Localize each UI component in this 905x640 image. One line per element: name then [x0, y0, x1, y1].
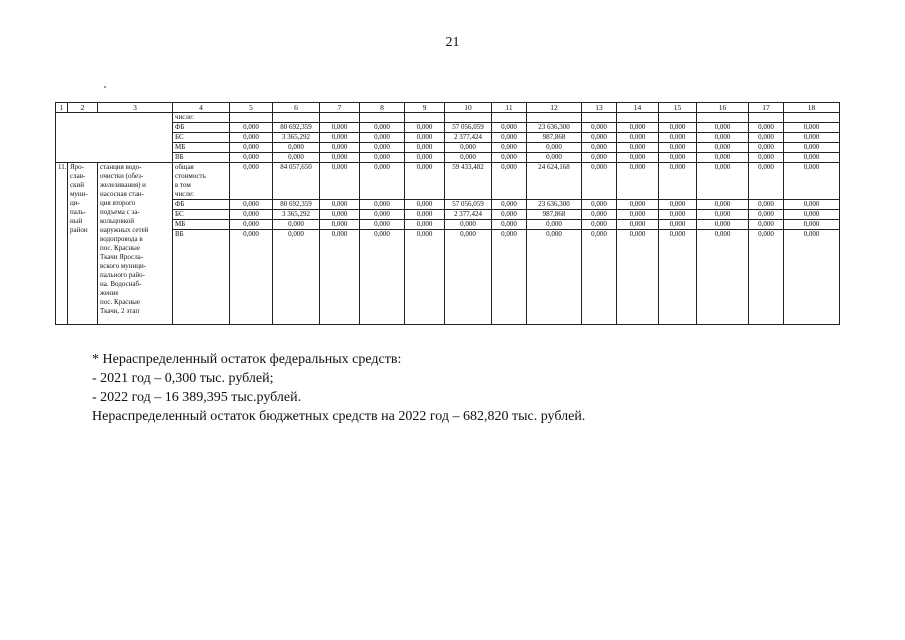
entry-value: 0,000 — [749, 200, 784, 210]
entry-value: 0,000 — [617, 220, 659, 230]
cell-empty — [360, 113, 405, 123]
continuation-value: 0,000 — [659, 133, 697, 143]
entry-total-value: 24 624,168 — [527, 163, 582, 200]
entry-value: 0,000 — [582, 230, 617, 325]
continuation-value: 0,000 — [405, 133, 445, 143]
entry-value: 0,000 — [230, 230, 273, 325]
note-budget-remainder: Нераспределенный остаток бюджетных средств на 2022 год – 682,820 тыс. рублей. — [92, 409, 586, 424]
entry-value: 0,000 — [445, 220, 492, 230]
column-header-17: 17 — [749, 103, 784, 113]
note-2021: - 2021 год – 0,300 тыс. рублей; — [92, 371, 274, 386]
table-row — [56, 200, 840, 210]
continuation-value: 0,000 — [617, 143, 659, 153]
continuation-source: ВБ — [173, 153, 230, 163]
cell-empty — [405, 113, 445, 123]
continuation-source: ФБ — [173, 123, 230, 133]
continuation-value: 0,000 — [784, 143, 840, 153]
entry-value: 0,000 — [445, 230, 492, 325]
continuation-value: 0,000 — [749, 143, 784, 153]
cell-empty — [582, 113, 617, 123]
column-header-9: 9 — [405, 103, 445, 113]
continuation-value: 0,000 — [360, 133, 405, 143]
entry-value: 0,000 — [405, 230, 445, 325]
column-header-8: 8 — [360, 103, 405, 113]
continuation-value: 23 636,300 — [527, 123, 582, 133]
continuation-value: 0,000 — [659, 143, 697, 153]
continuation-value: 0,000 — [659, 123, 697, 133]
budget-table — [55, 102, 840, 325]
continuation-value: 0,000 — [320, 123, 360, 133]
scan-dot — [104, 86, 106, 88]
continuation-value: 0,000 — [405, 123, 445, 133]
continuation-value: 2 377,424 — [445, 133, 492, 143]
entry-value: 0,000 — [320, 230, 360, 325]
entry-value: 0,000 — [230, 210, 273, 220]
entry-value: 0,000 — [492, 210, 527, 220]
continuation-value: 0,000 — [230, 133, 273, 143]
entry-value: 0,000 — [320, 210, 360, 220]
entry-total-value: 0,000 — [405, 163, 445, 200]
entry-value: 0,000 — [492, 220, 527, 230]
entry-value: 0,000 — [527, 220, 582, 230]
entry-value: 0,000 — [659, 200, 697, 210]
continuation-value: 0,000 — [617, 133, 659, 143]
table-row — [56, 113, 840, 123]
continuation-value: 0,000 — [582, 143, 617, 153]
entry-value: 0,000 — [230, 200, 273, 210]
continuation-value: 0,000 — [492, 133, 527, 143]
continuation-value: 0,000 — [320, 133, 360, 143]
continuation-value: 0,000 — [749, 153, 784, 163]
note-federal-remainder: * Нераспределенный остаток федеральных средств: — [92, 352, 402, 367]
continuation-value: 0,000 — [405, 143, 445, 153]
continuation-label: числе: — [173, 113, 230, 123]
continuation-value: 0,000 — [784, 123, 840, 133]
continuation-value: 0,000 — [527, 153, 582, 163]
entry-value: 0,000 — [405, 200, 445, 210]
continuation-value: 0,000 — [320, 143, 360, 153]
entry-value: 0,000 — [360, 210, 405, 220]
continuation-value: 0,000 — [360, 153, 405, 163]
entry-value: 0,000 — [360, 200, 405, 210]
entry-value: 0,000 — [617, 200, 659, 210]
entry-value: 0,000 — [405, 220, 445, 230]
continuation-value: 987,868 — [527, 133, 582, 143]
table-row — [56, 143, 840, 153]
table-row — [56, 220, 840, 230]
continuation-value: 57 056,059 — [445, 123, 492, 133]
entry-value: 0,000 — [405, 210, 445, 220]
continuation-value: 0,000 — [320, 153, 360, 163]
continuation-value: 0,000 — [697, 133, 749, 143]
entry-value: 0,000 — [784, 220, 840, 230]
entry-value: 0,000 — [784, 230, 840, 325]
column-header-6: 6 — [273, 103, 320, 113]
continuation-value: 0,000 — [749, 133, 784, 143]
continuation-value: 0,000 — [582, 133, 617, 143]
column-header-7: 7 — [320, 103, 360, 113]
note-2022: - 2022 год – 16 389,395 тыс.рублей. — [92, 390, 302, 405]
entry-total-label: общая стоимость в том числе: — [173, 163, 230, 200]
column-header-16: 16 — [697, 103, 749, 113]
entry-value: 0,000 — [697, 220, 749, 230]
column-header-12: 12 — [527, 103, 582, 113]
entry-value: 0,000 — [697, 210, 749, 220]
continuation-value: 0,000 — [230, 143, 273, 153]
page-number: 21 — [445, 35, 460, 50]
entry-value: 0,000 — [492, 200, 527, 210]
entry-value: 0,000 — [273, 230, 320, 325]
entry-value: 0,000 — [659, 220, 697, 230]
column-header-18: 18 — [784, 103, 840, 113]
cell-empty — [784, 113, 840, 123]
entry-value: 0,000 — [784, 210, 840, 220]
cell-empty — [273, 113, 320, 123]
continuation-value: 0,000 — [445, 143, 492, 153]
column-header-1: 1 — [56, 103, 68, 113]
continuation-source: МБ — [173, 143, 230, 153]
entry-total-value: 0,000 — [230, 163, 273, 200]
entry-value: 0,000 — [582, 220, 617, 230]
entry-source: ФБ — [173, 200, 230, 210]
entry-source: БС — [173, 210, 230, 220]
entry-value: 0,000 — [697, 200, 749, 210]
continuation-value: 0,000 — [617, 153, 659, 163]
continuation-value: 0,000 — [784, 153, 840, 163]
continuation-value: 0,000 — [445, 153, 492, 163]
entry-object: станция водо- очистки (обез- железивания) и насосная стан- ция второго подъема с за- кольцовкой наружных сетей водопровода в пос. Красные Ткачи Яросла- вского муници- пального райо- на. Водоснаб- жение пос. Красные Ткачи, 2 этап — [98, 163, 173, 325]
entry-value: 0,000 — [582, 200, 617, 210]
cell-empty — [320, 113, 360, 123]
column-header-5: 5 — [230, 103, 273, 113]
entry-total-value: 0,000 — [492, 163, 527, 200]
continuation-value: 0,000 — [697, 123, 749, 133]
budget-table-body — [56, 103, 840, 325]
entry-number: 11. — [56, 163, 68, 325]
entry-value: 0,000 — [230, 220, 273, 230]
entry-value: 57 056,059 — [445, 200, 492, 210]
table-row — [56, 123, 840, 133]
continuation-value: 0,000 — [582, 123, 617, 133]
entry-value: 3 365,292 — [273, 210, 320, 220]
column-header-3: 3 — [98, 103, 173, 113]
cell-empty — [617, 113, 659, 123]
footnotes — [92, 350, 585, 426]
continuation-value: 80 692,359 — [273, 123, 320, 133]
entry-value: 0,000 — [659, 230, 697, 325]
continuation-value: 0,000 — [582, 153, 617, 163]
entry-value: 0,000 — [360, 220, 405, 230]
cell-empty — [749, 113, 784, 123]
entry-value: 0,000 — [527, 230, 582, 325]
column-header-2: 2 — [68, 103, 98, 113]
table-row — [56, 163, 840, 200]
entry-value: 0,000 — [617, 210, 659, 220]
cell-empty — [230, 113, 273, 123]
entry-value: 0,000 — [659, 210, 697, 220]
entry-value: 0,000 — [749, 220, 784, 230]
entry-total-value: 0,000 — [697, 163, 749, 200]
entry-value: 0,000 — [320, 220, 360, 230]
continuation-source: БС — [173, 133, 230, 143]
continuation-value: 0,000 — [527, 143, 582, 153]
entry-value: 0,000 — [697, 230, 749, 325]
column-header-11: 11 — [492, 103, 527, 113]
entry-district: Яро- слав- ский муни- ци- паль- ный район — [68, 163, 98, 325]
entry-value: 0,000 — [749, 210, 784, 220]
continuation-value: 0,000 — [492, 123, 527, 133]
column-header-10: 10 — [445, 103, 492, 113]
entry-value: 23 636,300 — [527, 200, 582, 210]
column-header-14: 14 — [617, 103, 659, 113]
entry-value: 0,000 — [492, 230, 527, 325]
entry-total-value: 59 433,482 — [445, 163, 492, 200]
table-row — [56, 210, 840, 220]
continuation-value: 0,000 — [273, 143, 320, 153]
entry-source: МБ — [173, 220, 230, 230]
entry-value: 0,000 — [320, 200, 360, 210]
entry-value: 0,000 — [617, 230, 659, 325]
cell-empty — [445, 113, 492, 123]
table-row — [56, 230, 840, 325]
continuation-value: 0,000 — [749, 123, 784, 133]
continuation-value: 0,000 — [784, 133, 840, 143]
entry-total-value: 0,000 — [659, 163, 697, 200]
cell-empty — [659, 113, 697, 123]
column-header-15: 15 — [659, 103, 697, 113]
continuation-value: 0,000 — [492, 143, 527, 153]
column-header-4: 4 — [173, 103, 230, 113]
continuation-value: 0,000 — [273, 153, 320, 163]
continuation-value: 0,000 — [360, 143, 405, 153]
entry-value: 0,000 — [749, 230, 784, 325]
continuation-blank — [56, 113, 173, 163]
entry-value: 2 377,424 — [445, 210, 492, 220]
entry-value: 0,000 — [784, 200, 840, 210]
continuation-value: 0,000 — [659, 153, 697, 163]
entry-total-value: 0,000 — [784, 163, 840, 200]
entry-value: 80 692,359 — [273, 200, 320, 210]
continuation-value: 0,000 — [697, 153, 749, 163]
continuation-value: 0,000 — [230, 123, 273, 133]
entry-value: 0,000 — [360, 230, 405, 325]
cell-empty — [697, 113, 749, 123]
entry-source: ВБ — [173, 230, 230, 325]
entry-total-value: 84 057,650 — [273, 163, 320, 200]
entry-total-value: 0,000 — [320, 163, 360, 200]
cell-empty — [527, 113, 582, 123]
continuation-value: 0,000 — [230, 153, 273, 163]
cell-empty — [492, 113, 527, 123]
continuation-value: 0,000 — [617, 123, 659, 133]
entry-value: 987,868 — [527, 210, 582, 220]
entry-value: 0,000 — [582, 210, 617, 220]
entry-value: 0,000 — [273, 220, 320, 230]
table-row — [56, 133, 840, 143]
entry-total-value: 0,000 — [617, 163, 659, 200]
table-row — [56, 153, 840, 163]
continuation-value: 0,000 — [492, 153, 527, 163]
continuation-value: 3 365,292 — [273, 133, 320, 143]
entry-total-value: 0,000 — [360, 163, 405, 200]
continuation-value: 0,000 — [697, 143, 749, 153]
continuation-value: 0,000 — [405, 153, 445, 163]
entry-total-value: 0,000 — [749, 163, 784, 200]
entry-total-value: 0,000 — [582, 163, 617, 200]
column-header-13: 13 — [582, 103, 617, 113]
continuation-value: 0,000 — [360, 123, 405, 133]
table-header-row — [56, 103, 840, 113]
